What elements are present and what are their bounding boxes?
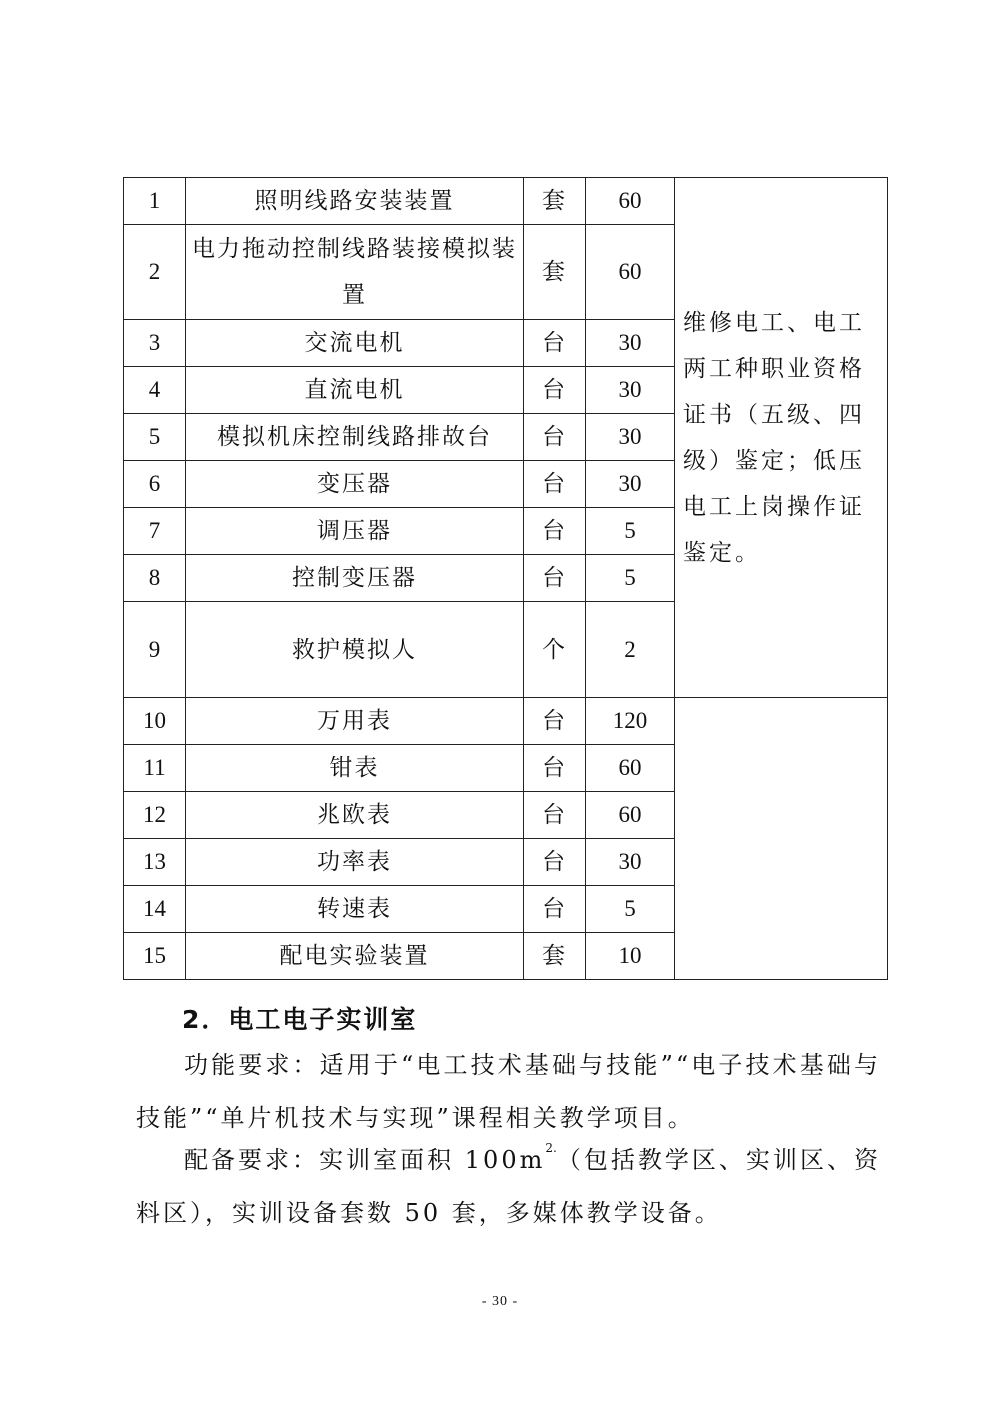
equipment-name: 兆欧表 [186,792,524,839]
unit-cell: 台 [524,461,586,508]
row-number: 3 [124,320,186,367]
unit-cell: 台 [524,555,586,602]
table-row [124,178,888,225]
quantity-cell: 2 [586,602,675,698]
unit-cell: 个 [524,602,586,698]
area-superscript: 2. [545,1141,557,1155]
quantity-cell: 5 [586,508,675,555]
certification-note: 维修电工、电工两工种职业资格证书（五级、四级）鉴定；低压电工上岗操作证鉴定。 [675,178,888,698]
table-row [124,698,888,745]
equipment-table [123,177,888,980]
equipment-name: 照明线路安装装置 [186,178,524,225]
row-number: 15 [124,933,186,980]
function-requirement-paragraph: 功能要求：适用于“电工技术基础与技能”“电子技术基础与技能”“单片机技术与实现”课程相关教学项目。 [136,1051,881,1132]
row-number: 8 [124,555,186,602]
quantity-cell: 120 [586,698,675,745]
quantity-cell: 30 [586,839,675,886]
quantity-cell: 30 [586,461,675,508]
config-text-start: 配备要求：实训室面积 100m [184,1146,546,1174]
equipment-name: 变压器 [186,461,524,508]
quantity-cell: 60 [586,745,675,792]
equipment-name: 转速表 [186,886,524,933]
quantity-cell: 60 [586,178,675,225]
row-number: 4 [124,367,186,414]
unit-cell: 套 [524,933,586,980]
row-number: 10 [124,698,186,745]
equipment-name: 控制变压器 [186,555,524,602]
row-number: 13 [124,839,186,886]
row-number: 14 [124,886,186,933]
config-text-end: （包括教学区、实训区、资料区），实训设备套数 50 套，多媒体教学设备。 [136,1146,881,1227]
equipment-name: 救护模拟人 [186,602,524,698]
quantity-cell: 5 [586,555,675,602]
equipment-name: 配电实验装置 [186,933,524,980]
row-number: 1 [124,178,186,225]
unit-cell: 台 [524,320,586,367]
equipment-name: 功率表 [186,839,524,886]
equipment-name: 钳表 [186,745,524,792]
page-number: - 30 - [481,1294,519,1309]
quantity-cell: 30 [586,367,675,414]
equipment-name: 调压器 [186,508,524,555]
quantity-cell: 10 [586,933,675,980]
quantity-cell: 30 [586,320,675,367]
unit-cell: 台 [524,698,586,745]
unit-cell: 台 [524,745,586,792]
row-number: 9 [124,602,186,698]
quantity-cell: 60 [586,225,675,320]
unit-cell: 台 [524,367,586,414]
row-number: 5 [124,414,186,461]
equipment-name: 万用表 [186,698,524,745]
quantity-cell: 60 [586,792,675,839]
unit-cell: 台 [524,508,586,555]
unit-cell: 台 [524,886,586,933]
config-requirement-paragraph [136,1134,881,1240]
equipment-name: 直流电机 [186,367,524,414]
unit-cell: 台 [524,839,586,886]
unit-cell: 套 [524,225,586,320]
row-number: 12 [124,792,186,839]
row-number: 2 [124,225,186,320]
unit-cell: 台 [524,414,586,461]
empty-note-cell [675,698,888,980]
section-heading: 2．电工电子实训室 [182,1005,418,1034]
row-number: 11 [124,745,186,792]
equipment-name: 电力拖动控制线路装接模拟装置 [186,225,524,320]
row-number: 7 [124,508,186,555]
equipment-name: 交流电机 [186,320,524,367]
quantity-cell: 5 [586,886,675,933]
unit-cell: 套 [524,178,586,225]
equipment-name: 模拟机床控制线路排故台 [186,414,524,461]
unit-cell: 台 [524,792,586,839]
quantity-cell: 30 [586,414,675,461]
row-number: 6 [124,461,186,508]
